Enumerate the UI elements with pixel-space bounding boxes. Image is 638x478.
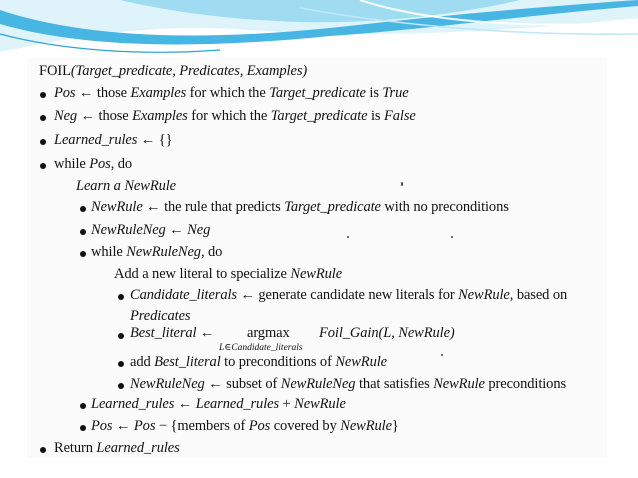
line-learn-new-rule: Learn a NewRule: [76, 178, 176, 194]
bullet-icon: [118, 333, 124, 339]
line-pos-update: Pos ← Pos − {members of Pos covered by NewRule}: [91, 418, 399, 434]
line-newruleneg-init: NewRuleNeg ← Neg: [91, 222, 211, 238]
line-best-literal: Best_literal ←: [130, 325, 215, 341]
bullet-icon: [80, 229, 86, 235]
argmax-subscript: L∈Candidate_literals: [219, 343, 303, 353]
scan-speck: [401, 182, 403, 186]
line-newrule-init: NewRule ← the rule that predicts Target_predicate with no preconditions: [91, 199, 509, 215]
bullet-icon: [40, 92, 46, 98]
bullet-icon: [80, 403, 86, 409]
bullet-icon: [40, 139, 46, 145]
bullet-icon: [40, 163, 46, 169]
bullet-icon: [40, 447, 46, 453]
line-pos-init: Pos ← those Examples for which the Target_predicate is True: [54, 85, 409, 101]
bullet-icon: [80, 425, 86, 431]
algorithm-document: [27, 58, 607, 458]
line-add-literal: Add a new literal to specialize NewRule: [114, 266, 343, 282]
line-neg-init: Neg ← those Examples for which the Target_predicate is False: [54, 108, 416, 124]
scan-speck: [347, 236, 349, 238]
algorithm-header: [39, 62, 307, 80]
line-while-newruleneg: while NewRuleNeg, do: [91, 244, 223, 260]
line-learned-rules-update: Learned_rules ← Learned_rules + NewRule: [91, 396, 346, 412]
scan-speck: [441, 354, 443, 356]
line-while-pos: while Pos, do: [54, 156, 133, 172]
line-newruleneg-subset: NewRuleNeg ← subset of NewRuleNeg that satisfies NewRule preconditions: [130, 376, 567, 392]
bullet-icon: [118, 383, 124, 389]
line-predicates: Predicates: [130, 308, 191, 324]
argmax-operator: argmax: [247, 325, 290, 341]
line-learned-rules-init: Learned_rules ← {}: [54, 132, 173, 148]
foil-gain-expression: Foil_Gain(L, NewRule): [319, 325, 455, 341]
line-candidate-literals: Candidate_literals ← generate candidate new literals for NewRule, based on: [130, 287, 568, 303]
line-add-best-literal: add Best_literal to preconditions of NewRule: [130, 354, 387, 370]
line-return: Return Learned_rules: [54, 440, 180, 456]
function-args: (Target_predicate, Predicates, Examples): [70, 63, 308, 79]
bullet-icon: [80, 251, 86, 257]
bullet-icon: [118, 361, 124, 367]
bullet-icon: [40, 115, 46, 121]
bullet-icon: [118, 294, 124, 300]
bullet-icon: [80, 206, 86, 212]
function-name: FOIL: [39, 63, 71, 79]
scan-speck: [451, 236, 453, 238]
